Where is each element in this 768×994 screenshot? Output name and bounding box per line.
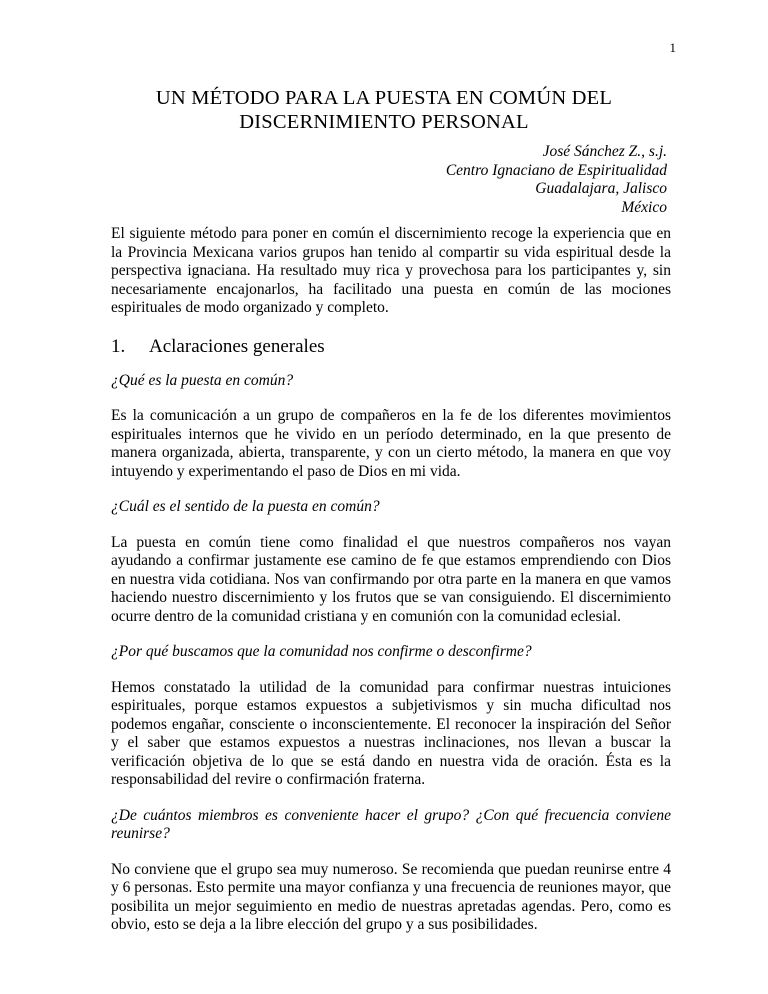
title-line-2: DISCERNIMIENTO PERSONAL	[239, 111, 529, 133]
document-body	[111, 225, 671, 952]
answer-paragraph: Es la comunicación a un grupo de compañeros en la fe de los diferentes movimientos espirituales internos que he vivido en un período determinado, en la que presento de manera organizada, abierta, transparente, y con un cierto método, la manera en que voy intuyendo y experimentando el paso de Dios en mi vida.	[111, 407, 671, 480]
section-title: Aclaraciones generales	[149, 335, 325, 357]
question: ¿Qué es la puesta en común?	[111, 371, 294, 389]
author-institution: Centro Ignaciano de Espiritualidad	[445, 161, 667, 179]
question: ¿Por qué buscamos que la comunidad nos confirme o desconfirme?	[111, 643, 532, 660]
author-city: Guadalajara, Jalisco	[535, 180, 667, 197]
answer-paragraph: La puesta en común tiene como finalidad el que nuestros compañeros nos vayan ayudando a confirmar justamente ese camino de fe que estamos emprendiendo con Dios en nuestra vida cotidiana. Nos van confirmando por otra parte en la manera en que vamos haciendo nuestro discernimiento y los frutos que se van consiguiendo. El discernimiento ocurre dentro de la comunidad cristiana y en comunión con la comunidad eclesial.	[111, 533, 671, 625]
author-name: José Sánchez Z., s.j.	[542, 143, 667, 160]
title-line-1: UN MÉTODO PARA LA PUESTA EN COMÚN DEL	[155, 87, 613, 109]
document-title	[100, 86, 668, 134]
answer-paragraph: Hemos constatado la utilidad de la comunidad para confirmar nuestras intuiciones espirituales, porque estamos expuestos a subjetivismos y sin mucha dificultad nos podemos engañar, consciente o inconscientemente. El reconocer la inspiración del Señor y el saber que estamos expuestos a nuestras inclinaciones, nos llevan a buscar la verificación objetiva de lo que se está dando en nuestra vida de oración. Ésta es la responsabilidad del revire o confirmación fraterna.	[111, 678, 671, 788]
section-number: 1.	[111, 335, 126, 357]
question: ¿Cuál es el sentido de la puesta en común?	[111, 498, 380, 515]
author-block	[446, 143, 667, 217]
question: ¿De cuántos miembros es conveniente hacer el grupo? ¿Con qué frecuencia conviene reunirse?	[111, 806, 671, 842]
answer-paragraph: No conviene que el grupo sea muy numeroso. Se recomienda que puedan reunirse entre 4 y 6 personas. Esto permite una mayor confianza y una frecuencia de reuniones mayor, que posibilita un mejor seguimiento en medio de nuestras apretadas agendas. Pero, como es obvio, esto se deja a la libre elección del grupo y a sus posibilidades.	[111, 860, 671, 933]
page-number: 1	[669, 40, 676, 55]
section-heading	[111, 336, 671, 358]
author-country: México	[621, 198, 667, 216]
intro-paragraph: El siguiente método para poner en común el discernimiento recoge la experiencia que en la Provincia Mexicana varios grupos han tenido al compartir su vida espiritual desde la perspectiva ignaciana. Ha resultado muy rica y provechosa para los participantes y, sin necesariamente encajonarlos, ha facilitado una puesta en común de las mociones espirituales de modo organizado y completo.	[111, 225, 671, 316]
